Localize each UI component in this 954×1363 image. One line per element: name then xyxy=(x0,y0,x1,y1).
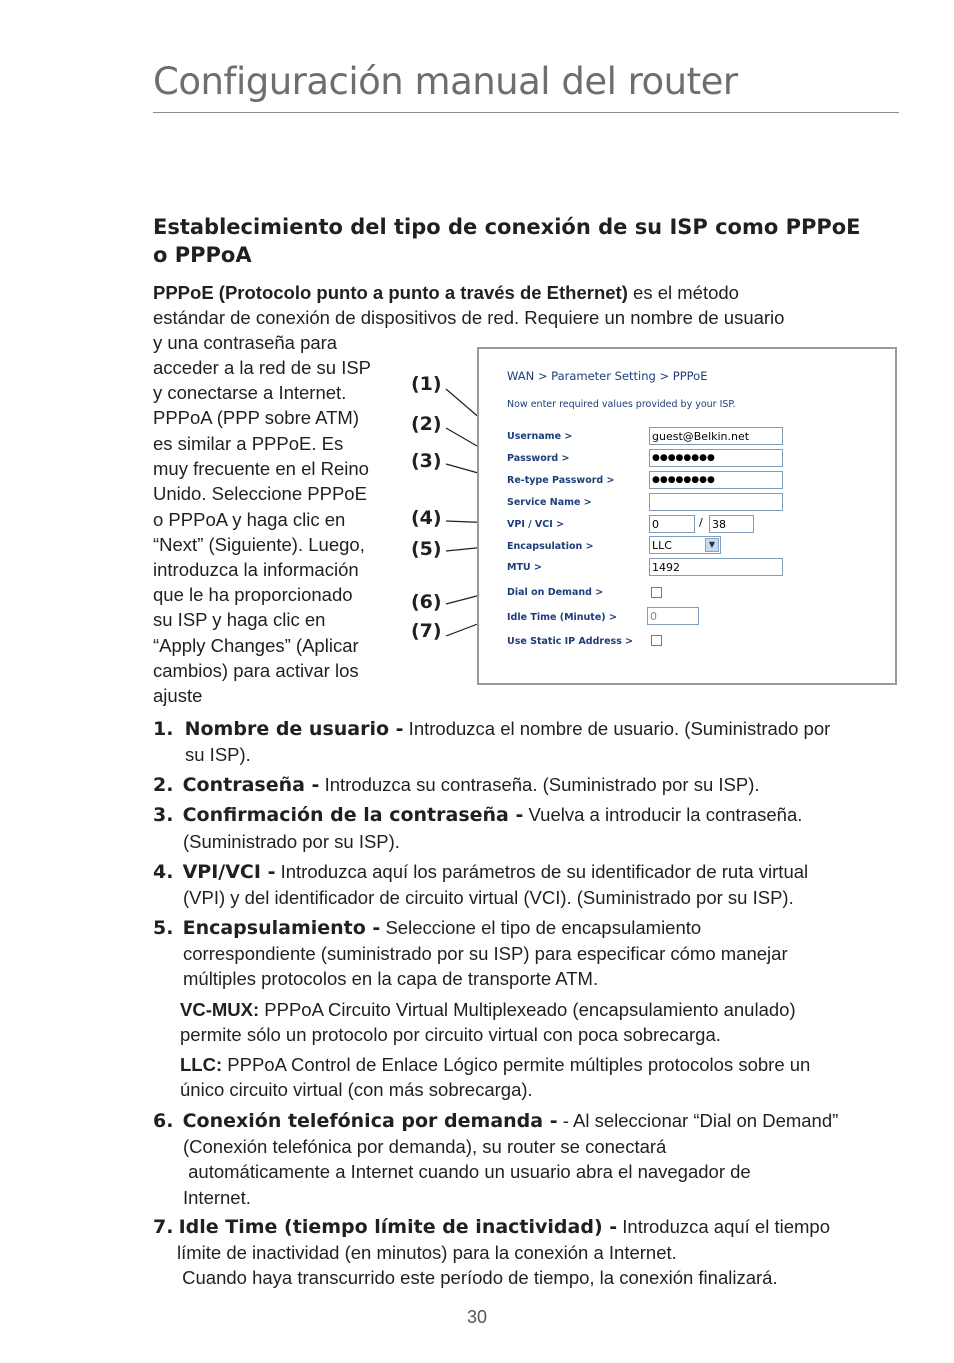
item-continuation: correspondiente (suministrado por su ISP) para especificar cómo manejar xyxy=(183,943,788,964)
list-item xyxy=(153,1108,838,1134)
static-ip-checkbox[interactable] xyxy=(651,635,662,646)
intro-text: es el método xyxy=(627,282,739,303)
mtu-input[interactable]: 1492 xyxy=(649,558,783,576)
item-term: Idle Time (tiempo límite de inactividad) - xyxy=(178,1216,618,1238)
item-continuation: (Conexión telefónica por demanda), su router se conectará xyxy=(183,1136,667,1157)
item-text: Seleccione el tipo de encapsulamiento xyxy=(380,917,702,938)
password-input[interactable]: ●●●●●●●● xyxy=(649,449,783,467)
callout-5: (5) xyxy=(411,538,442,560)
vpi-vci-label: VPI / VCI > xyxy=(507,519,565,530)
list-item xyxy=(153,802,802,828)
note-llc xyxy=(180,1052,810,1077)
item-term: Confirmación de la contraseña - xyxy=(182,804,524,826)
intro-line: ajuste xyxy=(153,685,203,706)
item-term: VPI/VCI - xyxy=(182,861,276,883)
idle-time-input[interactable]: 0 xyxy=(647,607,699,625)
intro-line: y conectarse a Internet. xyxy=(153,382,347,403)
item-continuation: automáticamente a Internet cuando un usuario abra el navegador de xyxy=(183,1161,751,1182)
vpi-input[interactable]: 0 xyxy=(649,515,695,533)
mtu-label: MTU > xyxy=(507,562,542,573)
intro-line: es similar a PPPoE. Es xyxy=(153,433,344,454)
item-continuation: Cuando haya transcurrido este período de tiempo, la conexión finalizará. xyxy=(177,1267,778,1288)
item-text: Vuelva a introducir la contraseña. xyxy=(523,804,803,825)
item-text: Introduzca aquí los parámetros de su identificador de ruta virtual xyxy=(275,861,809,882)
note-vc-mux xyxy=(180,997,796,1022)
item-continuation: límite de inactividad (en minutos) para la conexión a Internet. xyxy=(177,1242,677,1263)
retype-password-label: Re-type Password > xyxy=(507,475,615,486)
intro-line: muy frecuente en el Reino xyxy=(153,458,369,479)
item-number: 1. xyxy=(153,718,174,740)
vci-input[interactable]: 38 xyxy=(709,515,754,533)
username-input[interactable]: guest@Belkin.net xyxy=(649,427,783,445)
item-text: Introduzca el nombre de usuario. (Suministrado por xyxy=(403,718,831,739)
callout-7: (7) xyxy=(411,620,442,642)
note-term: VC-MUX: xyxy=(180,999,260,1020)
callout-1: (1) xyxy=(411,373,442,395)
note-text: PPPoA Control de Enlace Lógico permite múltiples protocolos sobre un xyxy=(222,1054,811,1075)
item-continuation: (VPI) y del identificador de circuito virtual (VCI). (Suministrado por su ISP). xyxy=(183,887,794,908)
static-ip-label: Use Static IP Address > xyxy=(507,636,634,647)
list-item xyxy=(153,716,830,742)
item-term: Contraseña - xyxy=(182,774,320,796)
item-number: 6. xyxy=(153,1110,174,1132)
encapsulation-selected-value: LLC xyxy=(652,539,672,552)
item-number: 7. xyxy=(153,1216,174,1238)
section-heading: Establecimiento del tipo de conexión de su ISP como PPPoE o PPPoA xyxy=(153,215,861,267)
item-continuation: su ISP). xyxy=(185,744,251,765)
intro-line: su ISP y haga clic en xyxy=(153,609,326,630)
service-name-input[interactable] xyxy=(649,493,783,511)
item-number: 5. xyxy=(153,917,174,939)
item-continuation: Internet. xyxy=(183,1187,251,1208)
service-name-label: Service Name > xyxy=(507,497,592,508)
callout-6: (6) xyxy=(411,591,442,613)
page-number: 30 xyxy=(466,1307,488,1327)
instructions-text: Now enter required values provided by your ISP. xyxy=(507,399,736,410)
item-text: - Al seleccionar “Dial on Demand” xyxy=(557,1110,839,1131)
breadcrumb: WAN > Parameter Setting > PPPoE xyxy=(507,369,708,383)
vpi-vci-separator: / xyxy=(699,516,703,529)
item-term: Conexión telefónica por demanda - xyxy=(182,1110,558,1132)
password-label: Password > xyxy=(507,453,570,464)
router-settings-screenshot xyxy=(477,347,897,685)
list-item xyxy=(153,1214,830,1240)
intro-bold-term: PPPoE (Protocolo punto a punto a través de Ethernet) xyxy=(153,282,628,303)
encapsulation-label: Encapsulation > xyxy=(507,541,594,552)
item-text: Introduzca su contraseña. (Suministrado por su ISP). xyxy=(319,774,760,795)
note-term: LLC: xyxy=(180,1054,223,1075)
retype-password-input[interactable]: ●●●●●●●● xyxy=(649,471,783,489)
note-continuation: permite sólo un protocolo por circuito virtual con poca sobrecarga. xyxy=(180,1024,721,1045)
intro-line: PPPoA (PPP sobre ATM) xyxy=(153,407,359,428)
encapsulation-select[interactable] xyxy=(649,536,721,554)
item-text: Introduzca aquí el tiempo xyxy=(617,1216,831,1237)
intro-line: que le ha proporcionado xyxy=(153,584,353,605)
dial-on-demand-checkbox[interactable] xyxy=(651,587,662,598)
intro-line: y una contraseña para xyxy=(153,332,338,353)
item-term: Nombre de usuario - xyxy=(184,718,404,740)
item-number: 2. xyxy=(153,774,174,796)
page-title: Configuración manual del router xyxy=(153,60,738,103)
item-continuation: múltiples protocolos en la capa de transporte ATM. xyxy=(183,968,599,989)
intro-line: estándar de conexión de dispositivos de red. Requiere un nombre de usuario xyxy=(153,307,785,328)
callout-2: (2) xyxy=(411,413,442,435)
item-number: 3. xyxy=(153,804,174,826)
intro-line: “Next” (Siguiente). Luego, xyxy=(153,534,365,555)
list-item xyxy=(153,859,808,885)
item-number: 4. xyxy=(153,861,174,883)
note-text: PPPoA Circuito Virtual Multiplexeado (encapsulamiento anulado) xyxy=(259,999,796,1020)
dial-on-demand-label: Dial on Demand > xyxy=(507,587,604,598)
item-term: Encapsulamiento - xyxy=(182,917,381,939)
intro-line: Unido. Seleccione PPPoE xyxy=(153,483,367,504)
note-continuation: único circuito virtual (con más sobrecarga). xyxy=(180,1079,533,1100)
callout-4: (4) xyxy=(411,507,442,529)
list-item xyxy=(153,772,760,798)
intro-line: introduzca la información xyxy=(153,559,359,580)
list-item xyxy=(153,915,701,941)
idle-time-label: Idle Time (Minute) > xyxy=(507,612,617,623)
intro-line: “Apply Changes” (Aplicar xyxy=(153,635,359,656)
intro-line: acceder a la red de su ISP xyxy=(153,357,372,378)
item-continuation: (Suministrado por su ISP). xyxy=(183,831,400,852)
callout-3: (3) xyxy=(411,450,442,472)
intro-line: cambios) para activar los xyxy=(153,660,359,681)
chevron-down-icon[interactable]: ▼ xyxy=(705,538,719,552)
intro-line: o PPPoA y haga clic en xyxy=(153,509,346,530)
username-label: Username > xyxy=(507,431,573,442)
